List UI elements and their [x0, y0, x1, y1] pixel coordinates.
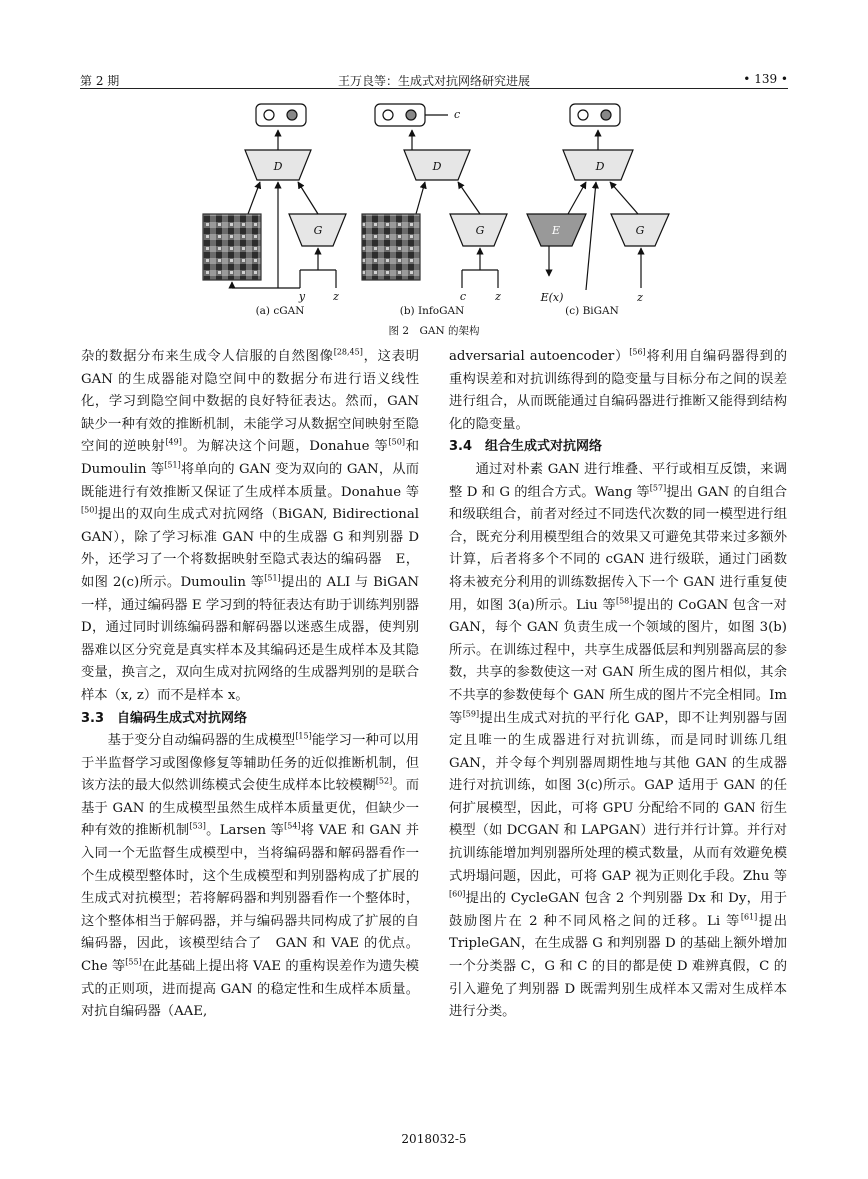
text-run: 提出的 ALI 与 BiGAN 一样，通过编码器 E 学习到的特征表达有助于训练判别器 D，通过同时训练编码器和解码器以迷惑生成器，使判别器难以区分究竟是真实样本及其编码还是生成样本及其隐变量，换言之，双向生成对抗网络的生成器判别的是联合样本（x, z）而不是样本 x。: [81, 574, 419, 703]
citation: [28,45]: [333, 347, 363, 357]
section-heading: [81, 708, 419, 731]
bigan-e-label: E: [551, 224, 561, 237]
infogan-real-images: [362, 214, 420, 280]
subcaption-cgan: (a) cGAN: [255, 305, 305, 317]
citation: [57]: [649, 483, 667, 493]
text-run: 将单向的 GAN 变为双向的 GAN，从而既能进行有效推断又保证了生成样本质量。Donahue 等: [81, 461, 419, 500]
text-run: 在此基础上提出将 VAE 的重构误差作为遗失模式的正则项，进而提高 GAN 的稳定性和生成样本质量。对抗自编码器（AAE,: [81, 959, 419, 1020]
citation: [56]: [629, 347, 646, 357]
citation: [60]: [449, 889, 466, 899]
text-run: 。Larsen 等: [205, 823, 285, 839]
citation: [54]: [284, 822, 301, 832]
figure-caption: 图 2 GAN 的架构: [388, 325, 480, 337]
citation: [51]: [264, 573, 281, 583]
citation: [55]: [125, 957, 142, 967]
infogan-z-label: z: [495, 290, 501, 303]
bigan-g-label: G: [635, 224, 645, 237]
text-run: 3.3 自编码生成式对抗网络: [81, 710, 248, 726]
text-run: 提出的双向生成式对抗网络（BiGAN, Bidirectional GAN），除了学习标准 GAN 中的生成器 G 和判别器 D 外，还学习了一个将数据映射至隐式表达的编码器 E，如图 2(c)所示。Dumoulin 等: [81, 507, 419, 590]
text-run: adversarial autoencoder）: [449, 349, 630, 364]
paragraph: [449, 346, 787, 436]
gan-architecture-figure: [0, 0, 868, 345]
cgan-d-label: D: [273, 160, 283, 173]
paragraph: [449, 459, 787, 1024]
citation: [53]: [189, 822, 206, 832]
text-run: 能学习一种可以用于半监督学习或图像修复等辅助任务的近似推断机制，但该方法的最大似然训练模式会使生成样本比较模糊: [81, 733, 420, 794]
infogan-c-top-label: c: [454, 108, 461, 121]
header-page: • 139 •: [743, 72, 788, 86]
cgan-real-images: [203, 214, 261, 280]
text-run: 。而基于 GAN 的生成模型虽然生成样本质量更优，但缺少一种有效的推断机制: [81, 778, 420, 839]
bigan-d-label: D: [595, 160, 605, 173]
page-footer: 2018032-5: [401, 1132, 467, 1146]
header-issue: 第 2 期: [80, 74, 120, 88]
text-run: 提出的 CoGAN 包含一对 GAN，每个 GAN 负责生成一个领域的图片，如图 3(b)所示。在训练过程中，共享生成器低层和判别器高层的参数，共享的参数使这一对 GAN 所生成的图片相似，其余不共享的参数使每个 GAN 所生成的图片不完全相同。Im 等: [449, 597, 787, 726]
text-run: 。为解决这个问题，Donahue 等: [181, 439, 389, 455]
bigan-z-label: z: [637, 291, 643, 304]
cgan-g-label: G: [313, 224, 323, 237]
infogan-g-label: G: [475, 224, 485, 237]
citation: [51]: [164, 460, 181, 470]
text-run: 提出 GAN 的自组合和级联组合，前者对经过不同迭代次数的同一模型进行组合，既充分利用模型组合的效果又可避免其带来过多额外计算，后者将多个不同的 cGAN 进行级联，通过门函数将未被充分利用的训练数据传入下一个 GAN 进行重复使用，如图 3(a)所示。Liu 等: [449, 484, 787, 613]
text-run: 提出生成式对抗的平行化 GAP，即不让判别器与固定且唯一的生成器进行对抗训练，而是同时训练几组 GAN，并令每个判别器周期性地与其他 GAN 的生成器进行对抗训练，如图 3(c)所示。GAP 适用于 GAN 的任何扩展模型，因此，可将 GPU 分配给不同的 GAN 衍生模型（如 DCGAN 和 LAPGAN）进行并行计算。并行对抗训练能增加判别器所处理的模式数量，从而有效避免模式坍塌问题，因此，可将 GAP 视为正则化手段。Zhu 等: [449, 710, 787, 884]
citation: [61]: [740, 912, 758, 922]
text-run: 将利用自编码器得到的重构误差和对抗训练得到的隐变量与目标分布之间的误差进行组合，从而既能通过自编码器进行推断又能得到结构化的隐变量。: [449, 349, 788, 432]
citation: [50]: [388, 437, 405, 447]
cgan-z-label: z: [333, 290, 339, 303]
paragraph: [81, 346, 419, 708]
subcaption-bigan: (c) BiGAN: [565, 305, 619, 317]
text-run: 提出 TripleGAN，在生成器 G 和判别器 D 的基础上额外增加一个分类器 C，G 和 C 的目的都是使 D 难辨真假，C 的引入避免了判别器 D 既需判别生成样本又需对生成样本进行分类。: [449, 913, 787, 1020]
citation: [50]: [81, 505, 98, 515]
text-run: 通过对朴素 GAN 进行堆叠、平行或相互反馈，来调整 D 和 G 的组合方式。Wang 等: [449, 461, 787, 500]
citation: [49]: [165, 437, 182, 447]
citation: [58]: [615, 596, 633, 606]
text-run: 将 VAE 和 GAN 并入同一个无监督生成模型中，当将编码器和解码器看作一个生成模型整体时，这个生成模型和判别器构成了扩展的生成式对抗模型；若将解码器和判别器看作一个整体时，这个整体相当于解码器，并与编码器共同构成了扩展的自编码器，因此，该模型结合了 GAN 和 VAE 的优点。Che 等: [81, 823, 420, 975]
header-title: 王万良等：生成式对抗网络研究进展: [337, 74, 530, 88]
citation: [59]: [462, 709, 480, 719]
text-run: ，这表明 GAN 的生成器能对隐空间中的数据分布进行语义线性化，学习到隐空间中数据的良好特征表达。然而，GAN 缺少一种有效的推断机制，未能学习从数据空间映射至隐空间的逆映射: [81, 349, 420, 455]
cgan-y-label: y: [298, 290, 306, 303]
right-column: [449, 346, 787, 1024]
text-run: 和 Dumoulin 等: [81, 439, 420, 477]
text-run: 提出的 CycleGAN 包含 2 个判别器 Dx 和 Dy，用于鼓励图片在 2 种不同风格之间的迁移。Li 等: [449, 891, 787, 929]
text-run: 基于变分自动编码器的生成模型: [107, 733, 296, 749]
text-run: 3.4 组合生成式对抗网络: [449, 439, 603, 455]
bigan-ex-label: E(x): [540, 291, 564, 304]
citation: [52]: [375, 776, 393, 786]
section-heading: [449, 436, 787, 459]
paragraph: [81, 730, 419, 1024]
infogan-d-label: D: [432, 160, 442, 173]
left-column: [81, 346, 419, 1024]
infogan-c-label: c: [459, 290, 467, 303]
text-run: 杂的数据分布来生成令人信服的自然图像: [81, 349, 334, 364]
subcaption-infogan: (b) InfoGAN: [399, 305, 465, 317]
citation: [15]: [295, 731, 312, 741]
